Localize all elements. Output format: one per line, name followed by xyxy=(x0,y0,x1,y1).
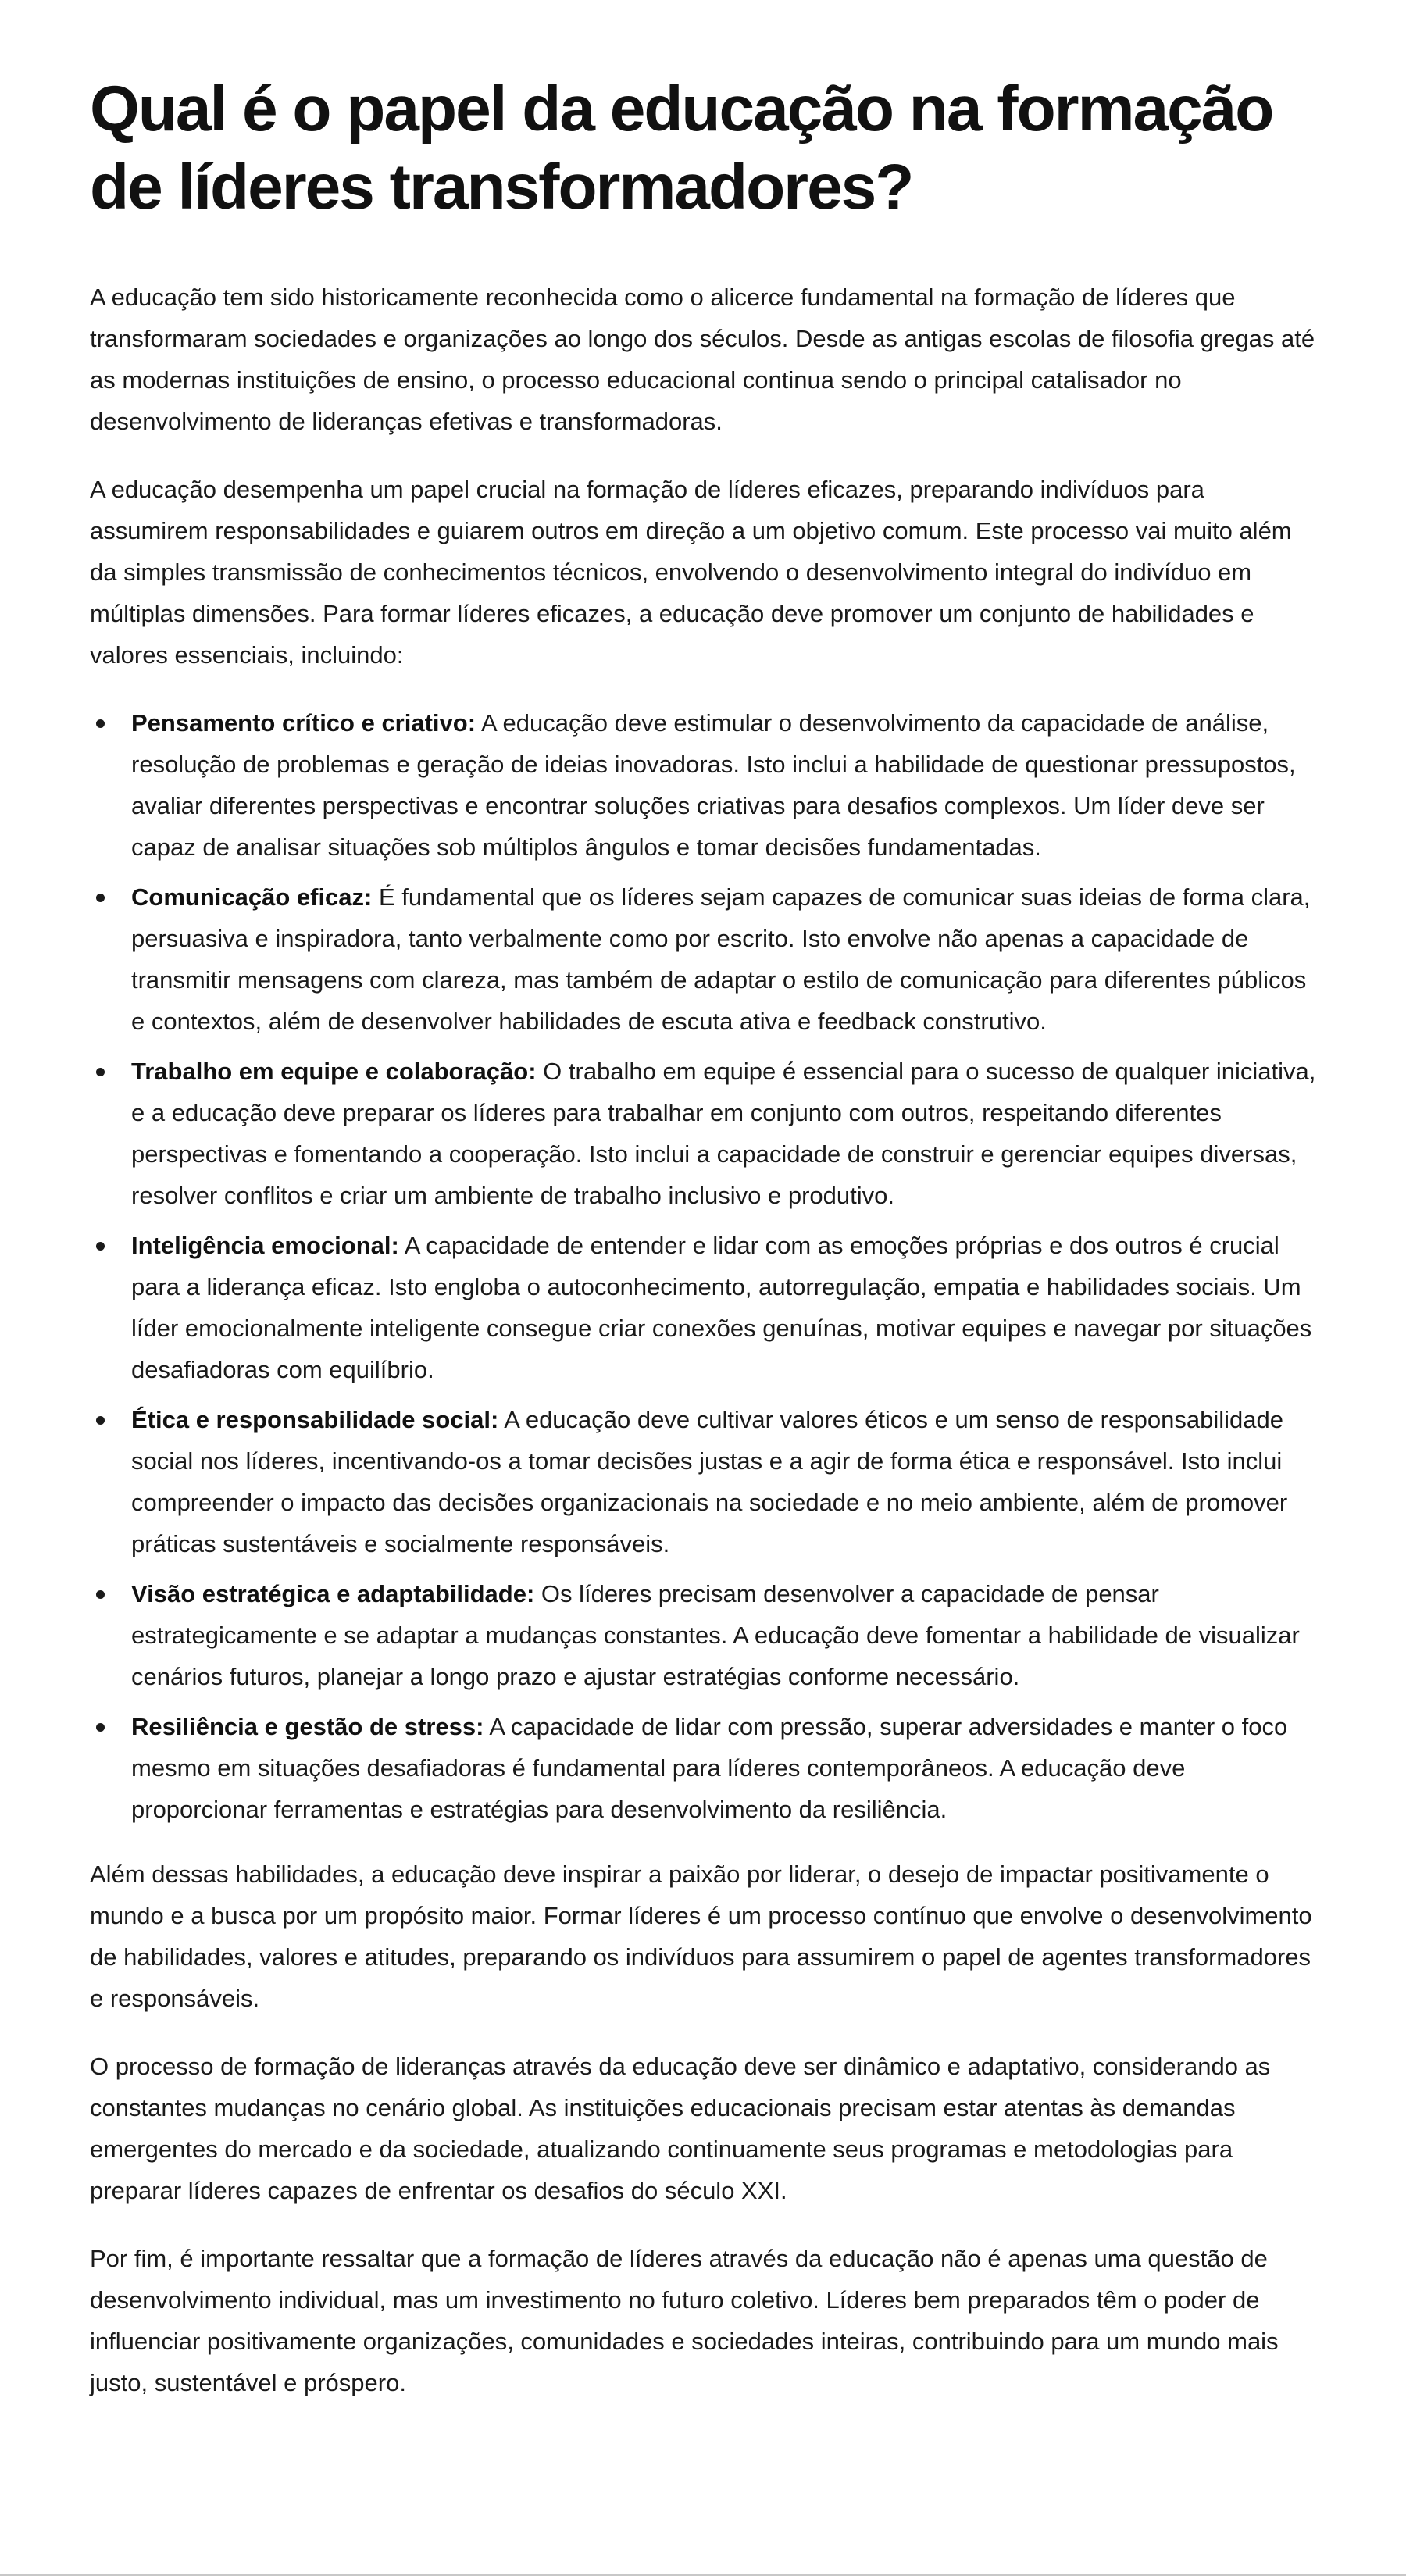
skill-term: Visão estratégica e adaptabilidade: xyxy=(131,1580,535,1607)
bullet-icon xyxy=(96,1590,105,1599)
list-item xyxy=(90,1051,1316,1216)
closing-paragraph: Além dessas habilidades, a educação deve inspirar a paixão por liderar, o desejo de impactar positivamente o mundo e a busca por um propósito maior. Formar líderes é um processo contínuo que envolve o desenvolvimento de habilidades, valores e atitudes, preparando os indivíduos para assumirem o papel de agentes transformadores e responsáveis. xyxy=(90,1861,1312,2012)
list-item xyxy=(90,876,1316,1042)
bullet-icon xyxy=(96,1416,105,1425)
skill-term: Resiliência e gestão de stress: xyxy=(131,1713,484,1740)
skill-term: Comunicação eficaz: xyxy=(131,883,373,911)
skill-term: Ética e responsabilidade social: xyxy=(131,1406,499,1433)
list-item xyxy=(90,1706,1316,1830)
list-item xyxy=(90,1573,1316,1697)
bullet-icon xyxy=(96,1242,105,1251)
bullet-icon xyxy=(96,894,105,902)
skill-description: A capacidade de entender e lidar com as emoções próprias e dos outros é crucial para a liderança eficaz. Isto engloba o autoconhecimento, autorregulação, empatia e habilidades sociais. Um líder emocionalmente inteligente consegue criar conexões genuínas, motivar equipes e navegar por situações desafiadoras com equilíbrio. xyxy=(131,1232,1312,1383)
bullet-icon xyxy=(96,1723,105,1732)
skill-description: A capacidade de lidar com pressão, superar adversidades e manter o foco mesmo em situações desafiadoras é fundamental para líderes contemporâneos. A educação deve proporcionar ferramentas e estratégias para desenvolvimento da resiliência. xyxy=(131,1713,1288,1823)
list-item xyxy=(90,1225,1316,1390)
skill-term: Trabalho em equipe e colaboração: xyxy=(131,1058,537,1085)
skill-description: A educação deve estimular o desenvolvimento da capacidade de análise, resolução de problemas e geração de ideias inovadoras. Isto inclui a habilidade de questionar pressupostos, avaliar diferentes perspectivas e encontrar soluções criativas para desafios complexos. Um líder deve ser capaz de analisar situações sob múltiplos ângulos e tomar decisões fundamentadas. xyxy=(131,709,1296,861)
skill-description: O trabalho em equipe é essencial para o sucesso de qualquer iniciativa, e a educação deve preparar os líderes para trabalhar em conjunto com outros, respeitando diferentes perspectivas e fomentando a cooperação. Isto inclui a capacidade de construir e gerenciar equipes diversas, resolver conflitos e criar um ambiente de trabalho inclusivo e produtivo. xyxy=(131,1058,1316,1209)
intro-paragraph: A educação tem sido historicamente reconhecida como o alicerce fundamental na formação de líderes que transformaram sociedades e organizações ao longo dos séculos. Desde as antigas escolas de filosofia gregas até as modernas instituições de ensino, o processo educacional continua sendo o principal catalisador no desenvolvimento de lideranças efetivas e transformadoras. xyxy=(90,284,1315,435)
skill-term: Pensamento crítico e criativo: xyxy=(131,709,476,737)
bullet-icon xyxy=(96,1068,105,1076)
skill-term: Inteligência emocional: xyxy=(131,1232,399,1259)
intro-paragraph: A educação desempenha um papel crucial na formação de líderes eficazes, preparando indivíduos para assumirem responsabilidades e guiarem outros em direção a um objetivo comum. Este processo vai muito além da simples transmissão de conhecimentos técnicos, envolvendo o desenvolvimento integral do indivíduo em múltiplas dimensões. Para formar líderes eficazes, a educação deve promover um conjunto de habilidades e valores essenciais, incluindo: xyxy=(90,476,1292,669)
skills-list xyxy=(90,702,1316,1830)
article xyxy=(90,70,1316,2430)
list-item xyxy=(90,1399,1316,1565)
list-item xyxy=(90,702,1316,868)
bullet-icon xyxy=(96,719,105,728)
closing-paragraph: O processo de formação de lideranças através da educação deve ser dinâmico e adaptativo, considerando as constantes mudanças no cenário global. As instituições educacionais precisam estar atentas às demandas emergentes do mercado e da sociedade, atualizando continuamente seus programas e metodologias para preparar líderes capazes de enfrentar os desafios do século XXI. xyxy=(90,2053,1271,2204)
closing-paragraph: Por fim, é importante ressaltar que a formação de líderes através da educação não é apenas uma questão de desenvolvimento individual, mas um investimento no futuro coletivo. Líderes bem preparados têm o poder de influenciar positivamente organizações, comunidades e sociedades inteiras, contribuindo para um mundo mais justo, sustentável e próspero. xyxy=(90,2245,1279,2396)
skill-description: É fundamental que os líderes sejam capazes de comunicar suas ideias de forma clara, persuasiva e inspiradora, tanto verbalmente como por escrito. Isto envolve não apenas a capacidade de transmitir mensagens com clareza, mas também de adaptar o estilo de comunicação para diferentes públicos e contextos, além de desenvolver habilidades de escuta ativa e feedback construtivo. xyxy=(131,883,1311,1035)
skill-description: Os líderes precisam desenvolver a capacidade de pensar estrategicamente e se adaptar a mudanças constantes. A educação deve fomentar a habilidade de visualizar cenários futuros, planejar a longo prazo e ajustar estratégias conforme necessário. xyxy=(131,1580,1300,1690)
skill-description: A educação deve cultivar valores éticos e um senso de responsabilidade social nos líderes, incentivando-os a tomar decisões justas e a agir de forma ética e responsável. Isto inclui compreender o impacto das decisões organizacionais na sociedade e no meio ambiente, além de promover práticas sustentáveis e socialmente responsáveis. xyxy=(131,1406,1288,1557)
page-title: Qual é o papel da educação na formação de líderes transformadores? xyxy=(90,73,1273,223)
